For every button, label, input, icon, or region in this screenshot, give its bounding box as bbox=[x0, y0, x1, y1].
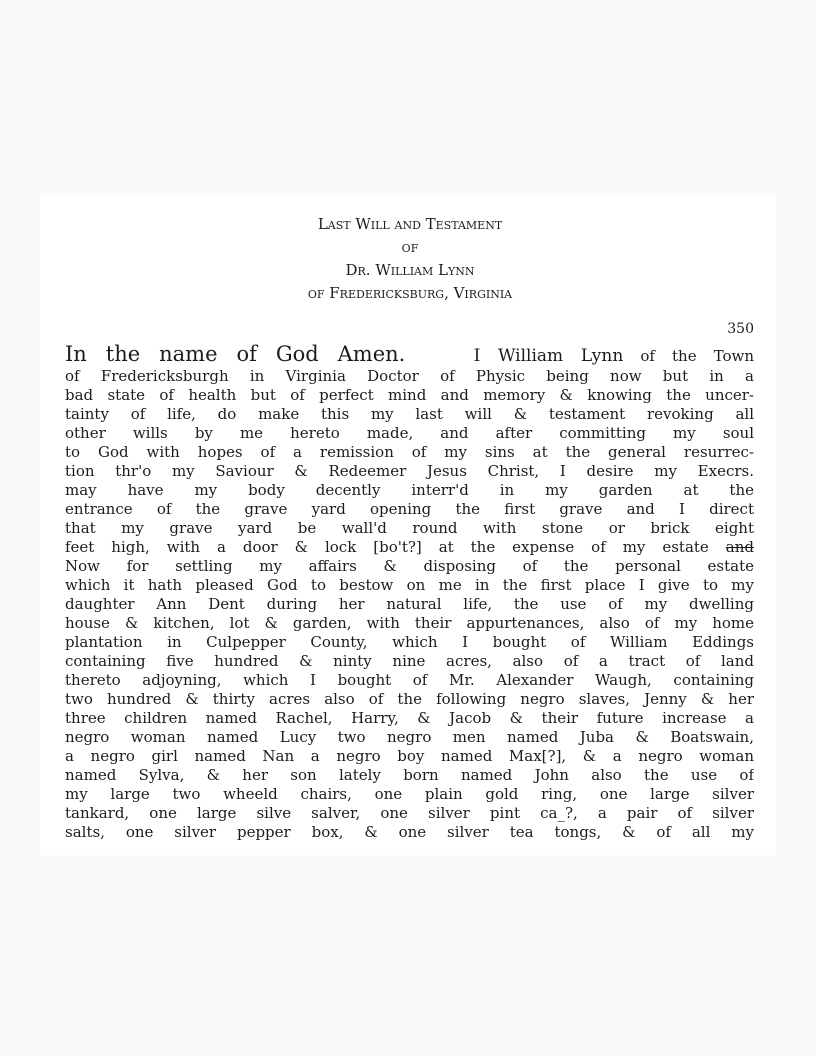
struck-word: and bbox=[725, 538, 754, 556]
text-line: my large two wheeld chairs, one plain gold ring, one large silver bbox=[65, 785, 754, 803]
title-line-1: Last Will and Testament bbox=[317, 215, 503, 233]
opening-rest: of the Town bbox=[640, 347, 754, 365]
text-line: salts, one silver pepper box, & one silver tea tongs, & of all my bbox=[65, 823, 754, 841]
text-line: house & kitchen, lot & garden, with their appurtenances, also of my home bbox=[65, 614, 754, 632]
testator-name: I William Lynn bbox=[473, 346, 624, 366]
title-line-3: Dr. William Lynn bbox=[345, 261, 475, 279]
text-line: a negro girl named Nan a negro boy named Max[?], & a negro woman bbox=[65, 747, 754, 765]
text-line: that my grave yard be wall'd round with stone or brick eight bbox=[65, 519, 754, 537]
opening-phrase: In the name of God Amen. bbox=[65, 342, 406, 366]
text-line: negro woman named Lucy two negro men named Juba & Boatswain, bbox=[65, 728, 754, 746]
text-line: plantation in Culpepper County, which I bought of William Eddings bbox=[65, 633, 754, 651]
text-line: daughter Ann Dent during her natural life, the use of my dwelling bbox=[65, 595, 754, 613]
text-line: tankard, one large silve salver, one silver pint ca_?, a pair of silver bbox=[65, 804, 754, 822]
text-line: of Fredericksburgh in Virginia Doctor of Physic being now but in a bbox=[65, 367, 754, 385]
document-title bbox=[0, 213, 816, 305]
text-line: three children named Rachel, Harry, & Jacob & their future increase a bbox=[65, 709, 754, 727]
text-line: tion thr'o my Saviour & Redeemer Jesus Christ, I desire my Execrs. bbox=[65, 462, 754, 480]
text-line: may have my body decently interr'd in my garden at the bbox=[65, 481, 754, 499]
text-line-struck bbox=[65, 538, 754, 557]
text-line: to God with hopes of a remission of my sins at the general resurrec- bbox=[65, 443, 754, 461]
struck-line-text: feet high, with a door & lock [bo't?] at the expense of my estate bbox=[65, 538, 709, 556]
text-line: other wills by me hereto made, and after committing my soul bbox=[65, 424, 754, 442]
text-line: which it hath pleased God to bestow on me in the first place I give to my bbox=[65, 576, 754, 594]
title-line-4: of Fredericksburg, Virginia bbox=[307, 284, 513, 302]
page-number: 350 bbox=[727, 321, 754, 337]
text-line: two hundred & thirty acres also of the following negro slaves, Jenny & her bbox=[65, 690, 754, 708]
text-line: entrance of the grave yard opening the first grave and I direct bbox=[65, 500, 754, 518]
text-line: tainty of life, do make this my last will & testament revoking all bbox=[65, 405, 754, 423]
text-line: thereto adjoyning, which I bought of Mr. Alexander Waugh, containing bbox=[65, 671, 754, 689]
text-line: named Sylva, & her son lately born named John also the use of bbox=[65, 766, 754, 784]
will-text bbox=[65, 341, 754, 842]
text-line: containing five hundred & ninty nine acres, also of a tract of land bbox=[65, 652, 754, 670]
title-line-2: of bbox=[401, 238, 419, 256]
text-line-opening bbox=[65, 341, 754, 367]
text-line: Now for settling my affairs & disposing of the personal estate bbox=[65, 557, 754, 575]
text-line: bad state of health but of perfect mind and memory & knowing the uncer- bbox=[65, 386, 754, 404]
